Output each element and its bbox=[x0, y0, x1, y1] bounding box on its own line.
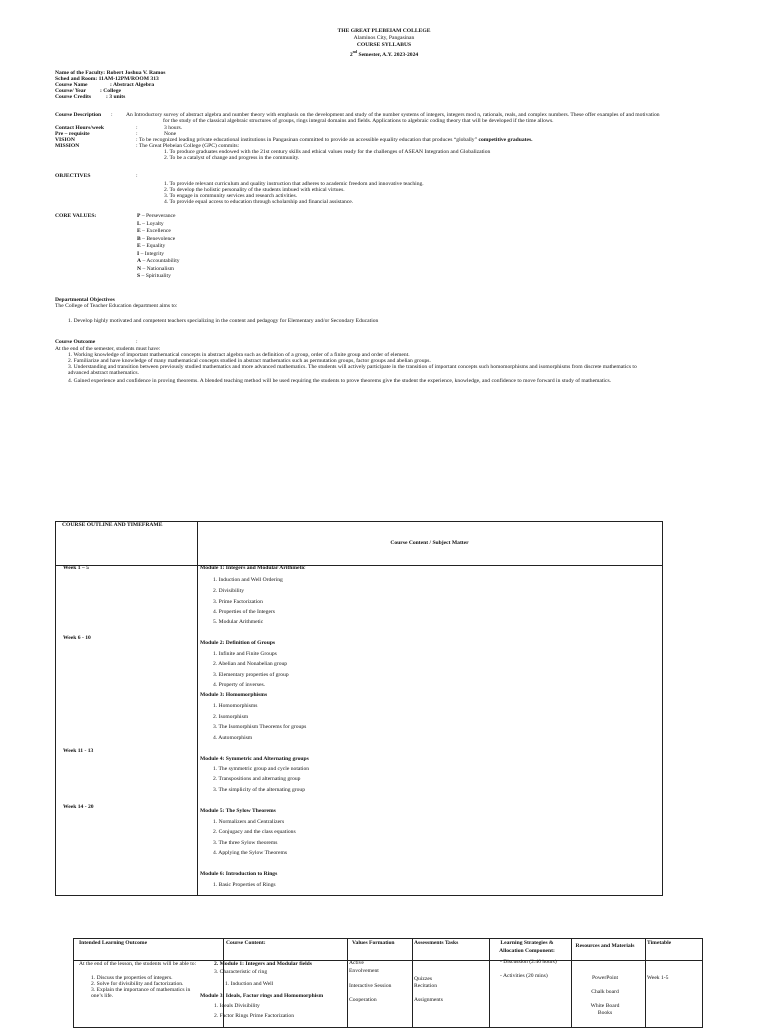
college-name: THE GREAT PLEBEIAM COLLEGE bbox=[337, 28, 431, 34]
module-title: Module 4: Symmetric and Alternating groups bbox=[200, 756, 309, 762]
module-item: 5. Modular Arithmetic bbox=[213, 619, 264, 625]
ilo-item: 1. Discuss the properties of integers. bbox=[91, 975, 173, 981]
module-item: 3. The Isomorphism Theorems for groups bbox=[213, 724, 307, 730]
course-outcome-title: Course Outcome bbox=[55, 339, 96, 345]
dept-objectives-title: Departmental Objectives bbox=[55, 297, 115, 303]
week-label: Week 14 - 20 bbox=[63, 804, 94, 810]
outcome-item: 1. Working knowledge of important mathematical concepts in abstract algebra such as definition of a group, order of a finite group and order of element. bbox=[68, 352, 410, 358]
core-value-item: E – Equality bbox=[137, 243, 166, 250]
week-label: Week 6 - 10 bbox=[63, 635, 91, 641]
value-item: Active Envolvement bbox=[349, 960, 379, 974]
module-item: 4. Properties of the Integers bbox=[213, 609, 275, 615]
semester-line: 2nd Semester, A.Y. 2023-2024 bbox=[349, 49, 419, 58]
course-year-label: Course/ Year bbox=[55, 88, 87, 94]
objective-item: 3. To engage in community services and research activities. bbox=[164, 193, 298, 199]
resource-item: Chalk board bbox=[591, 989, 619, 995]
course-credits-label: Course Credits bbox=[55, 94, 92, 100]
objective-item: 1. To provide relevant curriculum and quality instruction that adheres to academic freedom and innovative teaching. bbox=[164, 181, 424, 187]
mission-label: MISSION bbox=[55, 143, 80, 149]
description-label: Course Description bbox=[55, 112, 102, 118]
outcome-item: 2. Familiarize and have knowledge of many mathematical concepts studied in abstract mathematics such as permutation groups, factor groups and abelian groups. bbox=[68, 358, 431, 364]
prereq-label: Pre – requisite bbox=[55, 131, 90, 137]
outcome-item: advanced abstract mathematics. bbox=[68, 370, 139, 376]
course-year-value: : College bbox=[100, 88, 121, 94]
resource-item: White Board bbox=[590, 1003, 620, 1009]
module-item: 3. Elementary properties of group bbox=[213, 672, 289, 678]
core-value-item: L – Loyalty bbox=[137, 220, 164, 227]
ilo-item: one’s life. bbox=[91, 993, 114, 999]
mission-item: 1. To produce graduates endowed with the 21st century skills and ethical values ready for the challenges of ASEAN Integration and Globalization bbox=[164, 149, 491, 155]
assessment-item: Quizzes bbox=[414, 976, 433, 982]
dept-objective-item: 1. Develop highly motivated and competent teachers specializing in the content and pedagogy for Elementary and/or Secondary Education bbox=[68, 318, 379, 324]
plan-header: Values Formation bbox=[352, 940, 395, 946]
schedule-room: Sched and Room: 11AM-12PM/ROOM 313 bbox=[55, 76, 159, 82]
module-item: 3. The simplicity of the alternating group bbox=[213, 787, 306, 793]
description-text-2: for the study of the classical algebraic structures of groups, rings integral domains and fields. Applications to algebraic coding theory that will be developed if the time allows. bbox=[163, 118, 554, 124]
module-title: Module 1: Integers and Modular Arithmetic bbox=[200, 565, 306, 571]
module-item: 4. Applying the Sylow Theorems bbox=[213, 850, 288, 856]
plan-content-line: 1. Ideals Divisibility bbox=[214, 1003, 260, 1009]
week-label: Week 1 – 5 bbox=[63, 565, 89, 571]
core-value-item: B – Benevolence bbox=[137, 235, 176, 242]
course-outline-table bbox=[55, 521, 663, 896]
plan-header: Resources and Materials bbox=[575, 943, 635, 949]
objective-item: 2. To develop the holistic personality of the students imbued with ethical virtues. bbox=[164, 187, 345, 193]
plan-content-line: 2. Factor Rings Prime Factorization bbox=[214, 1013, 295, 1019]
module-item: 4. Automorphism bbox=[213, 735, 253, 741]
plan-content-line: 3. Characteristic of ring bbox=[214, 969, 268, 975]
week-label: Week 11 - 13 bbox=[63, 748, 94, 754]
core-value-item: E – Excellence bbox=[137, 228, 171, 235]
module-item: 3. Prime Factorization bbox=[213, 599, 263, 605]
resource-item: Books bbox=[597, 1010, 613, 1016]
description-text-1: An Introductory survey of abstract algebra and number theory with emphasis on the development and study of the number systems of integers, integers mod n, rationals, reals, and complex numbers. These offer examples of and motivation bbox=[126, 112, 660, 118]
college-address: Alaminos City, Pangasinan bbox=[353, 35, 415, 41]
core-value-item: A – Accountability bbox=[137, 258, 180, 265]
module-item: 2. Conjugacy and the class equations bbox=[213, 829, 296, 835]
module-item: 1. Homomorphisms bbox=[213, 703, 258, 709]
module-title: Module 5: The Sylow Theorems bbox=[200, 808, 276, 814]
ilo-intro: At the end of the lesson, the students will be able to: bbox=[79, 961, 197, 967]
strategy-item: - Activities (20 mins) bbox=[500, 973, 548, 979]
module-item: 2. Abelian and Nonabelian group bbox=[213, 661, 288, 667]
plan-content-line: 2. Module 1: Integers and Modular fields bbox=[214, 961, 312, 967]
course-name-value: : Abstract Algebra bbox=[110, 82, 155, 88]
ilo-item: 3. Explain the importance of mathematics in bbox=[91, 987, 191, 993]
plan-header: Learning Strategies & Allocation Component: bbox=[499, 940, 555, 954]
document-title: COURSE SYLLABUS bbox=[356, 42, 412, 48]
strategy-item: - Discussion (2:40 hours) bbox=[500, 959, 557, 965]
module-item: 2. Transpositions and alternating group bbox=[213, 776, 301, 782]
plan-header: Course Content: bbox=[226, 940, 266, 946]
contact-hours-colon: : bbox=[136, 125, 138, 131]
outcome-item: 4. Gained experience and confidence in proving theorems. A blended teaching method will be used requiring the students to prove theorems give the student the experience, knowledge, and confidence to move forward in study of mathematics. bbox=[68, 378, 612, 384]
contact-hours-label: Contact Hours/week bbox=[55, 125, 104, 131]
value-item: Interactive Session bbox=[349, 983, 392, 989]
course-outcome-intro: At the end of the semester, students must have: bbox=[55, 346, 161, 352]
objectives-label: OBJECTIVES bbox=[55, 173, 91, 179]
module-item: 3. The three Sylow theorems bbox=[213, 840, 278, 846]
mission-intro: : The Great Plebeian College (GPC) commits: bbox=[136, 143, 240, 149]
prereq-colon: : bbox=[136, 131, 138, 137]
module-item: 2. Divisibility bbox=[213, 588, 245, 594]
core-value-item: N – Nationalism bbox=[137, 265, 174, 272]
assessment-item: Assignments bbox=[414, 997, 443, 1003]
contact-hours-value: 3 hours. bbox=[164, 125, 183, 131]
module-title: Module 3: Homomorphisms bbox=[200, 692, 268, 698]
module-item: 1. Normalizers and Centralizers bbox=[213, 819, 285, 825]
assessment-item: Recitation bbox=[414, 983, 437, 989]
module-title: Module 6: Introduction to Rings bbox=[200, 871, 278, 877]
module-item: 4. Property of inverses. bbox=[213, 682, 266, 688]
module-item: 1. The symmetric group and cycle notation bbox=[213, 766, 310, 772]
vision-text: : To be recognized leading private educational institutions in Pangasinan committed to provide an accessible equality education that produces “globally” competitive graduates. bbox=[136, 137, 533, 143]
core-value-item: S – Spirituality bbox=[137, 273, 171, 280]
core-value-item: P – Perseverance bbox=[137, 213, 176, 219]
timetable-value: Week 1-5 bbox=[647, 975, 669, 981]
core-values-label: CORE VALUES: bbox=[55, 213, 97, 219]
course-outline-title: COURSE OUTLINE AND TIMEFRAME bbox=[62, 522, 163, 528]
dept-objectives-intro: The College of Teacher Education department aims to: bbox=[55, 303, 178, 309]
plan-header: Assessments Tasks bbox=[414, 940, 459, 946]
ilo-item: 2. Solve for divisibility and factorization. bbox=[91, 981, 184, 987]
plan-header: Intended Learning Outcome bbox=[79, 940, 148, 946]
value-item: Cooperation bbox=[349, 997, 377, 1003]
objectives-colon: : bbox=[136, 173, 138, 179]
objective-item: 4. To provide equal access to education through scholarship and financial assistance. bbox=[164, 199, 354, 205]
course-outcome-colon: : bbox=[136, 339, 138, 345]
outcome-item: 3. Understanding and transition between previously studied mathematics and more advanced mathematics. The students will actively participate in the transition of important concepts such homomorphisms and isomorphisms from discrete mathematics to bbox=[68, 364, 637, 370]
vision-label: VISION bbox=[55, 137, 75, 143]
plan-content-line: Module 3: Ideals, Factor rings and Homomorphism bbox=[200, 993, 324, 999]
core-values-list bbox=[137, 213, 180, 281]
module-item: 1. Induction and Well Ordering bbox=[213, 577, 283, 583]
course-name-label: Course Name bbox=[55, 82, 88, 88]
module-item: 1. Basic Properties of Rings bbox=[213, 882, 276, 888]
resource-item: PowerPoint bbox=[591, 975, 619, 981]
mission-item: 2. To be a catalyst of change and progress in the community. bbox=[164, 155, 300, 161]
module-item: 1. Infinite and Finite Groups bbox=[213, 651, 277, 657]
module-title: Module 2: Definition of Groups bbox=[200, 640, 276, 646]
plan-content-line: 1. Induction and Well bbox=[225, 981, 274, 987]
course-credits-value: : 3 units bbox=[106, 94, 126, 100]
course-content-header: Course Content / Subject Matter bbox=[390, 540, 469, 546]
core-value-item: I – Integrity bbox=[137, 250, 165, 257]
module-item: 2. Isomorphism bbox=[213, 714, 249, 720]
faculty-name: Name of the Faculty: Robert Joshua V. Ramos bbox=[55, 70, 166, 76]
prereq-value: None bbox=[164, 131, 177, 137]
description-colon: : bbox=[111, 112, 113, 118]
plan-header: Timetable bbox=[647, 940, 672, 946]
